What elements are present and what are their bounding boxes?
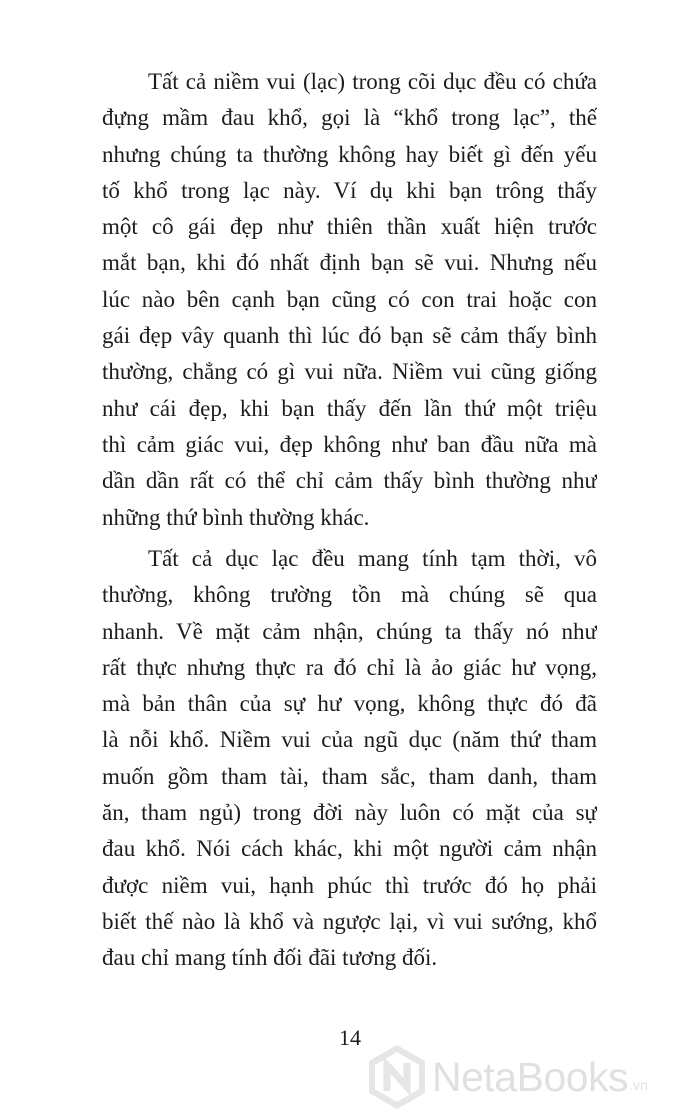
- text-line: thường, chẳng có gì vui nữa. Niềm vui cũng giống: [102, 359, 597, 385]
- text-line: Tất cả dục lạc đều mang tính tạm thời, vô: [148, 546, 597, 571]
- text-line: rất thực nhưng thực ra đó chỉ là ảo giác hư vọng,: [102, 654, 597, 680]
- text-line: gái đẹp vây quanh thì lúc đó bạn sẽ cảm thấy bình: [102, 323, 597, 349]
- watermark-suffix: .vn: [629, 1077, 648, 1093]
- text-line: nhưng chúng ta thường không hay biết gì đến yếu: [102, 141, 597, 167]
- text-line: những thứ bình thường khác.: [102, 504, 370, 530]
- watermark: [366, 1043, 648, 1111]
- text-line: lúc nào bên cạnh bạn cũng có con trai hoặc con: [102, 286, 597, 312]
- text-line: Tất cả niềm vui (lạc) trong cõi dục đều có chứa: [148, 69, 597, 94]
- text-line: một cô gái đẹp như thiên thần xuất hiện trước: [102, 214, 597, 240]
- text-line: dần dần rất có thể chỉ cảm thấy bình thường như: [102, 468, 597, 494]
- text-line: đau chỉ mang tính đối đãi tương đối.: [102, 945, 438, 971]
- text-line: mà bản thân của sự hư vọng, không thực đó đã: [102, 691, 597, 717]
- text-line: tố khổ trong lạc này. Ví dụ khi bạn trông thấy: [102, 177, 597, 203]
- netabooks-logo-icon: [366, 1043, 428, 1111]
- text-line: được niềm vui, hạnh phúc thì trước đó họ phải: [102, 872, 597, 898]
- text-line: đau khổ. Nói cách khác, khi một người cảm nhận: [102, 836, 597, 862]
- text-line: là nỗi khổ. Niềm vui của ngũ dục (năm thứ tham: [102, 727, 597, 753]
- text-line: nhanh. Về mặt cảm nhận, chúng ta thấy nó như: [102, 618, 597, 644]
- watermark-brand: NetaBooks: [432, 1054, 629, 1100]
- paragraph-1: [102, 64, 597, 536]
- text-line: mắt bạn, khi đó nhất định bạn sẽ vui. Nhưng nếu: [102, 250, 597, 276]
- text-line: đựng mầm đau khổ, gọi là “khổ trong lạc”, thế: [102, 105, 597, 131]
- text-line: thì cảm giác vui, đẹp không như ban đầu nữa mà: [102, 431, 597, 457]
- text-line: muốn gồm tham tài, tham sắc, tham danh, tham: [102, 763, 597, 789]
- text-line: như cái đẹp, khi bạn thấy đến lần thứ một triệu: [102, 395, 597, 421]
- text-line: thường, không trường tồn mà chúng sẽ qua: [102, 582, 597, 608]
- paragraph-2: [102, 541, 597, 977]
- text-line: biết thế nào là khổ và ngược lại, vì vui sướng, khổ: [102, 908, 597, 934]
- text-line: ăn, tham ngủ) trong đời này luôn có mặt của sự: [102, 800, 597, 826]
- page-number: 14: [339, 1025, 361, 1050]
